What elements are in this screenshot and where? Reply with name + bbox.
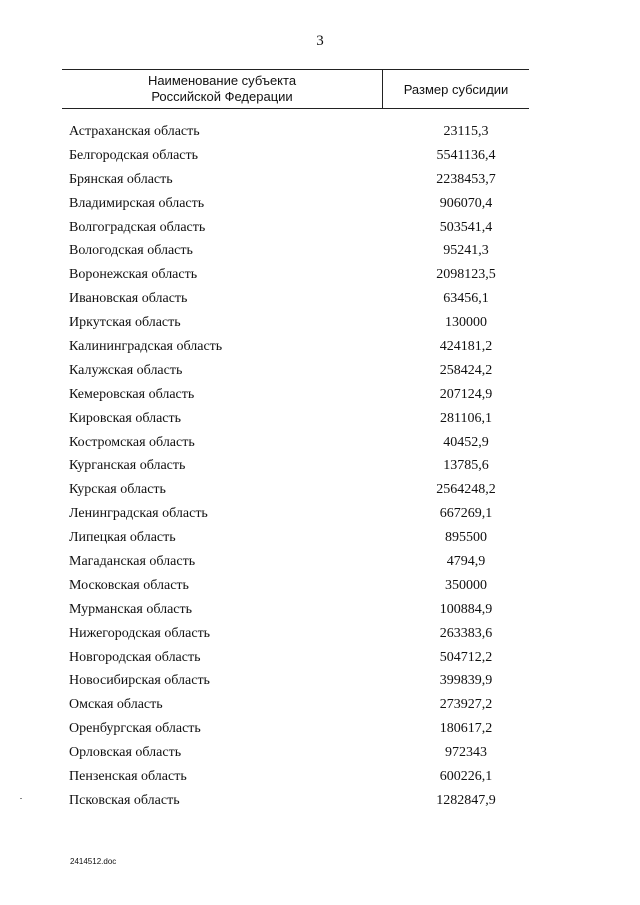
region-name: Курская область [69,482,166,498]
region-name: Новгородская область [69,649,201,665]
header-subsidy-amount: Размер субсидии [403,81,509,97]
table-row [0,599,640,623]
region-name: Курганская область [69,458,186,474]
subsidy-value: 600226,1 [439,769,493,785]
subsidy-value: 424181,2 [439,339,493,355]
region-name: Псковская область [69,792,180,808]
region-name: Оренбургская область [69,721,201,737]
table-row [0,694,640,718]
region-name: Владимирская область [69,195,205,211]
region-name: Белгородская область [69,147,199,163]
table-row [0,169,640,193]
subsidy-value: 503541,4 [439,219,493,235]
table-row [0,193,640,217]
region-name: Новосибирская область [69,673,210,689]
table-row [0,240,640,264]
subsidy-value: 4794,9 [446,554,486,570]
table-row [0,790,640,814]
region-name: Волгоградская область [69,219,206,235]
table-header [62,69,529,109]
region-name: Калужская область [69,362,183,378]
table-row [0,742,640,766]
table-row [0,503,640,527]
table-body [0,121,640,814]
region-name: Воронежская область [69,267,198,283]
table-row [0,145,640,169]
region-name: Костромская область [69,434,195,450]
region-name: Орловская область [69,745,182,761]
subsidy-value: 906070,4 [439,195,493,211]
table-row [0,455,640,479]
margin-mark [20,798,22,799]
subsidy-value: 40452,9 [443,434,489,450]
page-number: 3 [316,33,324,49]
region-name: Калининградская область [69,339,223,355]
document-id: 2414512.doc [70,857,117,866]
subsidy-value: 207124,9 [439,386,493,402]
table-row [0,217,640,241]
subsidy-value: 130000 [445,315,487,331]
header-subject-name [62,70,382,108]
region-name: Мурманская область [69,601,193,617]
table-row [0,718,640,742]
subsidy-value: 95241,3 [443,243,489,259]
region-name: Брянская область [69,171,173,187]
subsidy-value: 281106,1 [440,410,492,426]
table-row [0,384,640,408]
header-subject-line1: Наименование субъекта [147,73,297,88]
region-name: Астраханская область [69,124,200,139]
table-row [0,647,640,671]
table-row [0,766,640,790]
region-name: Липецкая область [69,530,176,546]
region-name: Нижегородская область [69,625,211,641]
region-name: Иркутская область [69,315,181,331]
header-subject-line2: Российской Федерации [151,89,293,104]
table-row [0,575,640,599]
subsidy-value: 1282847,9 [436,792,496,808]
region-name: Магаданская область [69,554,196,570]
table-row [0,336,640,360]
subsidy-value: 273927,2 [439,697,493,713]
table-row [0,432,640,456]
table-row [0,670,640,694]
table-row [0,288,640,312]
subsidy-value: 350000 [445,577,487,593]
table-row [0,264,640,288]
subsidy-value: 895500 [445,530,487,546]
region-name: Московская область [69,577,189,593]
region-name: Кировская область [69,410,182,426]
region-name: Пензенская область [69,769,187,785]
table-row [0,527,640,551]
subsidy-value: 667269,1 [439,506,493,522]
table-row [0,121,640,145]
subsidy-value: 258424,2 [439,362,493,378]
subsidy-value: 972343 [445,745,487,761]
subsidy-value: 5541136,4 [436,147,496,163]
region-name: Ленинградская область [69,506,208,522]
subsidy-value: 13785,6 [443,458,489,474]
subsidy-value: 263383,6 [439,625,493,641]
subsidy-value: 2098123,5 [436,267,496,283]
subsidy-value: 399839,9 [439,673,493,689]
subsidy-value: 63456,1 [443,291,489,307]
table-row [0,360,640,384]
region-name: Ивановская область [69,291,188,307]
subsidy-value: 2238453,7 [436,171,496,187]
table-row [0,623,640,647]
subsidy-value: 2564248,2 [436,482,496,498]
region-name: Омская область [69,697,163,713]
table-row [0,408,640,432]
subsidy-value: 23115,3 [443,124,489,139]
table-row [0,479,640,503]
subsidy-value: 180617,2 [439,721,493,737]
subsidy-value: 100884,9 [439,601,493,617]
region-name: Вологодская область [69,243,193,259]
region-name: Кемеровская область [69,386,195,402]
subsidy-value: 504712,2 [439,649,493,665]
table-row [0,551,640,575]
table-row [0,312,640,336]
